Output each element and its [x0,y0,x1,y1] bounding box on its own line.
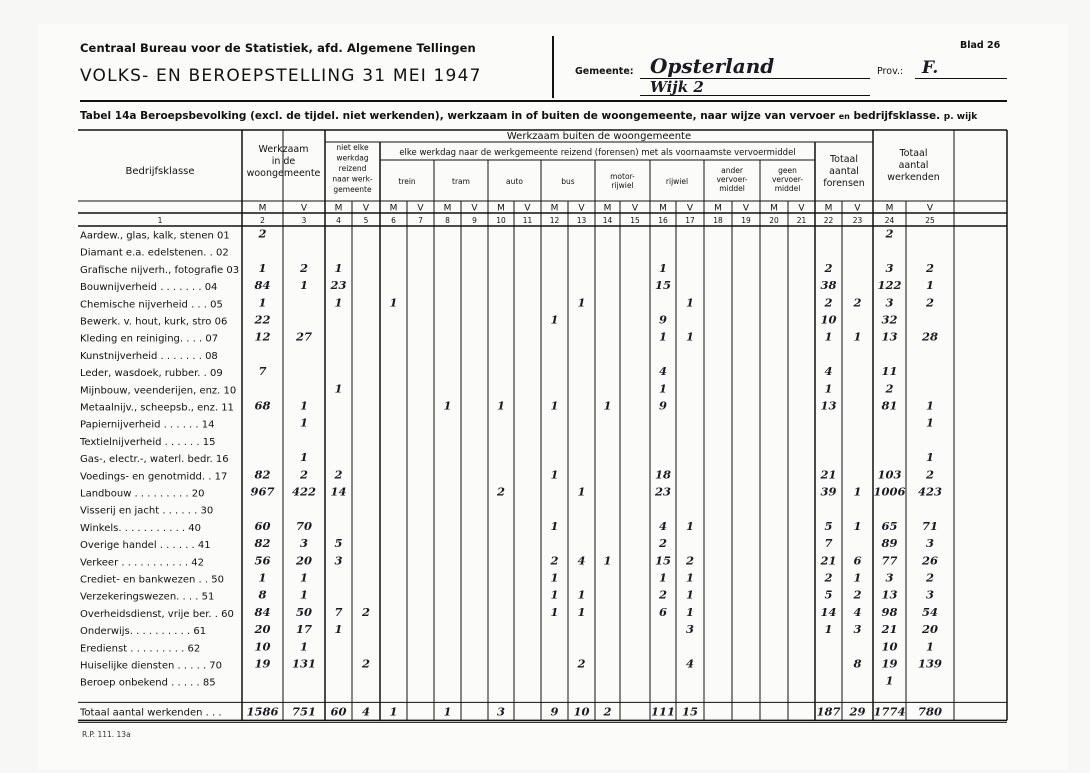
table-cell: 50 [295,604,313,619]
column-number: 12 [549,216,560,225]
row-label: Crediet- en bankwezen . . 50 [80,574,224,586]
total-cell: 60 [330,704,347,719]
column-number: 10 [496,216,506,225]
table-cell: 4 [853,604,862,619]
table-cell: 54 [921,604,939,619]
header-mode-2: auto [506,177,523,186]
table-cell: 1 [258,295,267,310]
table-cell: 9 [658,398,668,413]
total-cell: 15 [681,704,699,719]
gemeente-value: Opsterland [650,54,775,78]
header-bedrijfsklasse: Bedrijfsklasse [125,166,195,177]
table-cell: 1 [603,553,612,568]
total-cell: 1 [443,704,452,719]
gemeente-label: Gemeente: [575,66,634,77]
table-cell: 2 [258,226,267,241]
header-elke-werkdag: elke werkdag naar de werkgemeente reizend (forensen) met als voornaamste vervoermiddel [399,148,796,158]
row-label: Textielnijverheid . . . . . . 15 [80,436,216,448]
table-cell: 3 [853,622,862,637]
row-label: Metaalnijv., scheepsb., enz. 11 [80,402,234,414]
table-cell: 56 [254,553,271,568]
table-cell: 1 [658,329,668,344]
table-cell: 9 [658,312,668,327]
table-cell: 1 [389,295,398,310]
sex-label: M [770,203,778,214]
row-label: Gas-, electr.-, waterl. bedr. 16 [80,454,229,466]
table-cell: 1 [925,278,935,293]
table-cell: 2 [299,467,309,482]
table-cell: 423 [917,484,943,499]
table-cell: 26 [921,553,939,568]
table-cell: 1 [577,587,586,602]
table-cell: 8 [258,587,267,602]
table-cell: 1 [603,398,612,413]
column-number: 8 [445,216,450,225]
header-mode-5: rijwiel [665,177,689,186]
table-cell: 2 [925,467,935,482]
table-cell: 28 [921,329,939,344]
row-label: Huiselijke diensten . . . . . 70 [80,660,223,672]
total-cell: 1586 [246,704,279,719]
sex-label: V [686,203,694,214]
table-cell: 1 [496,398,506,413]
table-cell: 1 [334,622,343,637]
header-mode-3: bus [561,177,575,186]
row-label: Voedings- en genotmidd. . 17 [80,471,228,483]
sex-label: V [300,203,308,214]
table-cell: 2 [496,484,506,499]
table-cell: 1 [550,312,559,327]
table-cell: 2 [853,295,862,310]
header-mode-6: middel [719,184,745,193]
table-cell: 2 [658,536,668,551]
table-cell: 2 [299,260,309,275]
agency-name: Centraal Bureau voor de Statistiek, afd. Algemene Tellingen [80,41,476,55]
header-totaal-forensen: Totaal [829,154,859,165]
table-cell: 1 [577,295,586,310]
header-niet-elke: werkdag [336,153,369,163]
header-niet-elke: niet elke [336,143,369,152]
table-cell: 1 [925,398,935,413]
sex-label: M [334,203,343,214]
table-cell: 2 [361,656,371,671]
table-cell: 14 [330,484,347,499]
row-label: Overige handel . . . . . . 41 [80,540,211,552]
sex-label: M [885,203,894,214]
wijk-value: Wijk 2 [650,78,704,96]
table-number: Tabel 14a [80,110,137,122]
header-mode-0: trein [398,177,416,186]
table-cell: 1 [685,329,695,344]
table-cell: 2 [824,260,833,275]
sex-label: V [524,203,531,214]
row-label: Kunstnijverheid . . . . . . . 08 [80,350,218,362]
table-cell: 6 [658,604,668,619]
table-cell: 1 [550,467,559,482]
table-caption-and: en [838,112,850,121]
table-cell: 18 [654,467,672,482]
row-label: Landbouw . . . . . . . . . 20 [80,488,205,500]
table-cell: 21 [820,553,837,568]
row-label: Beroep onbekend . . . . . 85 [80,677,216,689]
table-cell: 103 [877,467,902,482]
column-number: 2 [260,216,265,225]
table-cell: 2 [885,381,894,396]
row-label: Onderwijs. . . . . . . . . . 61 [80,626,207,638]
table-cell: 1 [577,484,586,499]
table-cell: 84 [254,604,271,619]
table-cell: 1 [550,518,559,533]
row-label: Winkels. . . . . . . . . . . 40 [80,522,202,534]
table-cell: 3 [925,587,935,602]
header-werkzaam-in: in de [271,156,296,167]
sex-label: M [603,203,612,214]
table-cell: 38 [820,278,837,293]
header-mode-7: geen [778,166,797,175]
table-cell: 23 [330,278,347,293]
total-cell: 187 [816,704,841,719]
table-cell: 11 [881,364,898,379]
table-cell: 139 [917,656,943,671]
table-cell: 1 [685,518,695,533]
table-cell: 17 [295,622,313,637]
table-cell: 6 [853,553,862,568]
table-cell: 21 [881,622,898,637]
sex-label: V [578,203,585,214]
table-cell: 131 [291,656,317,671]
header-mode-7: middel [774,184,801,193]
sex-label: M [659,203,667,214]
table-cell: 71 [921,518,939,533]
table-cell: 13 [881,329,898,344]
table-cell: 1 [299,587,309,602]
sheet-number: Blad 26 [960,40,1001,51]
column-number: 23 [852,216,863,225]
table-cell: 19 [881,656,898,671]
row-label: Chemische nijverheid . . . 05 [80,299,223,311]
table-cell: 68 [254,398,271,413]
table-cell: 1 [824,329,833,344]
column-number: 17 [685,216,695,225]
table-cell: 82 [254,467,271,482]
row-label: Eredienst . . . . . . . . . 62 [80,643,201,655]
header-mode-1: tram [452,177,470,186]
sex-label: M [258,203,267,214]
total-cell: 4 [361,704,371,719]
table-cell: 22 [254,312,271,327]
table-cell: 1 [885,673,894,688]
table-cell: 8 [853,656,862,671]
total-cell: 29 [849,704,866,719]
table-cell: 81 [881,398,898,413]
table-cell: 1 [443,398,452,413]
table-cell: 20 [254,622,271,637]
table-cell: 1 [925,450,935,465]
table-cell: 1 [925,639,935,654]
table-caption-text-2: bedrijfsklasse. [853,110,941,122]
table-cell: 3 [299,536,309,551]
header-mode-6: ander [721,166,743,175]
table-cell: 4 [658,518,668,533]
header-totaal-werkenden: Totaal [899,148,928,159]
table-cell: 10 [254,639,271,654]
column-number: 13 [576,216,587,225]
column-number: 18 [713,216,723,225]
column-number: 11 [522,216,533,225]
table-cell: 1 [299,639,309,654]
row-label: Papiernijverheid . . . . . . 14 [80,419,215,431]
table-cell: 60 [254,518,271,533]
table-cell: 122 [877,278,902,293]
sex-label: M [443,203,452,214]
table-cell: 1 [824,622,833,637]
census-title: VOLKS- EN BEROEPSTELLING 31 MEI 1947 [80,66,482,86]
table-cell: 1 [550,587,559,602]
table-cell: 3 [685,622,695,637]
table-cell: 1 [550,604,559,619]
table-cell: 98 [881,604,898,619]
table-cell: 2 [824,570,833,585]
total-cell: 2 [603,704,612,719]
column-number: 5 [363,216,369,225]
sex-label: V [926,203,934,214]
table-cell: 1 [853,518,862,533]
sex-label: M [714,203,722,214]
form-code: R.P. 111. 13a [82,730,131,739]
table-cell: 1 [685,570,695,585]
table-cell: 84 [254,278,271,293]
table-cell: 2 [925,295,935,310]
sex-label: M [389,203,398,214]
table-cell: 1 [685,295,695,310]
table-cell: 19 [254,656,271,671]
table-cell: 3 [334,553,343,568]
sex-label: V [471,203,478,214]
table-cell: 89 [881,536,898,551]
sex-label: V [417,203,424,214]
table-cell: 5 [824,587,833,602]
table-cell: 14 [820,604,837,619]
table-caption-suffix: p. wijk [943,112,978,122]
prov-value: F. [922,58,939,78]
table-cell: 967 [250,484,275,499]
total-label: Totaal aantal werkenden . . . [80,707,222,719]
row-label: Verkeer . . . . . . . . . . . 42 [80,557,205,569]
column-number: 16 [658,216,668,225]
table-cell: 4 [577,553,586,568]
header-mode-4: rijwiel [611,181,634,190]
column-number: 9 [472,216,477,225]
table-cell: 1 [577,604,586,619]
table-cell: 7 [334,604,343,619]
column-number: 24 [884,216,895,225]
row-label: Leder, wasdoek, rubber. . 09 [80,368,223,380]
table-cell: 4 [824,364,833,379]
table-cell: 1 [334,295,343,310]
table-cell: 39 [820,484,837,499]
table-cell: 1 [299,415,309,430]
sex-label: V [742,203,750,214]
table-cell: 3 [885,260,894,275]
table-cell: 2 [361,604,371,619]
header-niet-elke: naar werk- [332,174,373,184]
table-cell: 77 [881,553,898,568]
header-totaal-forensen: forensen [823,178,865,189]
table-cell: 5 [334,536,343,551]
column-number: 21 [796,216,807,225]
total-cell: 3 [496,704,506,719]
table-cell: 1 [258,570,267,585]
total-cell: 1 [389,704,398,719]
table-cell: 10 [881,639,898,654]
column-number: 15 [630,216,640,225]
table-cell: 65 [881,518,898,533]
table-cell: 27 [295,329,313,344]
row-label: Visserij en jacht . . . . . . 30 [80,505,214,517]
total-cell: 10 [573,704,590,719]
table-cell: 1 [299,278,309,293]
header-totaal-werkenden: aantal [898,160,929,171]
table-cell: 4 [658,364,668,379]
table-caption-text-1: Beroepsbevolking (excl. de tijdel. niet werkenden), werkzaam in of buiten de woongemeente, naar wijze van vervoer [140,110,836,122]
sex-label: V [854,203,861,214]
table-cell: 2 [885,226,894,241]
row-label: Bouwnijverheid . . . . . . . 04 [80,282,218,294]
table-cell: 2 [577,656,586,671]
total-cell: 751 [291,704,317,719]
table-cell: 1 [824,381,833,396]
table-cell: 1 [658,570,668,585]
sex-label: V [362,203,370,214]
table-cell: 3 [885,295,894,310]
table-cell: 20 [295,553,313,568]
table-cell: 1 [853,484,862,499]
total-cell: 780 [917,704,943,719]
header-mode-7: vervoer- [771,175,804,184]
table-cell: 2 [334,467,343,482]
sex-label: M [824,203,833,214]
table-cell: 70 [295,518,313,533]
table-cell: 1 [853,329,862,344]
table-cell: 12 [254,329,271,344]
column-number: 25 [925,216,935,225]
header-werkzaam-in: Werkzaam [258,144,309,155]
table-cell: 1 [925,415,935,430]
table-cell: 1 [658,260,668,275]
table-cell: 1 [299,570,309,585]
table-cell: 15 [654,278,672,293]
table-cell: 3 [925,536,935,551]
table-cell: 1 [258,260,267,275]
table-cell: 1 [334,260,343,275]
table-cell: 1 [299,398,309,413]
table-cell: 20 [921,622,939,637]
table-cell: 3 [885,570,894,585]
header-mode-4: motor- [610,172,635,181]
total-cell: 111 [650,704,676,719]
table-cell: 13 [820,398,837,413]
table-cell: 15 [654,553,672,568]
column-number: 6 [391,216,396,225]
table-cell: 10 [820,312,837,327]
table-cell: 23 [654,484,672,499]
table-cell: 82 [254,536,271,551]
table-cell: 1 [685,604,695,619]
sex-label: M [550,203,559,214]
table-cell: 1 [550,398,559,413]
table-cell: 7 [824,536,833,551]
row-label: Verzekeringswezen. . . . 51 [80,591,215,603]
table-cell: 21 [820,467,837,482]
table-cell: 1 [550,570,559,585]
header-niet-elke: reizend [338,164,367,173]
header-werkzaam-buiten: Werkzaam buiten de woongemeente [506,131,692,142]
row-label: Mijnbouw, veenderijen, enz. 10 [80,385,237,397]
column-number: 22 [823,216,834,225]
table-cell: 2 [824,295,833,310]
row-label: Grafische nijverh., fotografie 03 [80,264,240,276]
header-mode-6: vervoer- [716,175,748,184]
table-cell: 1 [658,381,668,396]
row-label: Overheidsdienst, vrije ber. . 60 [80,608,234,620]
header-niet-elke: gemeente [333,185,372,194]
row-label: Diamant e.a. edelstenen. . 02 [80,247,229,259]
header-totaal-werkenden: werkenden [887,172,940,183]
header-werkzaam-in: woongemeente [246,168,321,179]
table-cell: 1 [334,381,343,396]
table-cell: 1 [299,450,309,465]
table-cell: 1 [685,587,695,602]
table-cell: 2 [685,553,695,568]
column-number: 14 [602,216,613,225]
table-cell: 13 [881,587,898,602]
table-cell: 1 [853,570,862,585]
table-cell: 4 [685,656,695,671]
column-number: 3 [301,216,307,225]
row-label: Kleding en reiniging. . . . 07 [80,333,219,345]
sex-label: V [631,203,639,214]
table-cell: 1006 [873,484,906,499]
column-number: 20 [769,216,779,225]
sex-label: M [497,203,505,214]
column-number: 1 [157,216,163,225]
total-cell: 9 [550,704,559,719]
column-number: 4 [336,216,341,225]
table-cell: 2 [550,553,559,568]
table-cell: 7 [258,364,267,379]
sex-label: V [798,203,805,214]
table-cell: 2 [925,260,935,275]
table-cell: 2 [658,587,668,602]
total-cell: 1774 [873,704,906,719]
column-number: 7 [418,216,423,225]
row-label: Aardew., glas, kalk, stenen 01 [80,230,230,242]
row-label: Bewerk. v. hout, kurk, stro 06 [80,316,228,328]
prov-label: Prov.: [877,66,904,77]
column-number: 19 [741,216,751,225]
table-cell: 5 [824,518,833,533]
table-cell: 2 [853,587,862,602]
table-cell: 422 [291,484,317,499]
header-totaal-forensen: aantal [829,166,859,177]
table-cell: 2 [925,570,935,585]
table-cell: 32 [881,312,898,327]
